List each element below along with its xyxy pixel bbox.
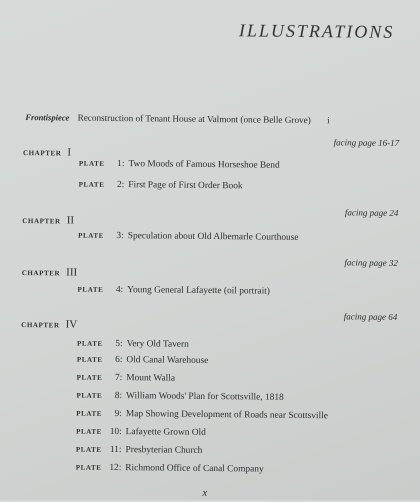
chapter-label: CHAPTER <box>22 149 62 158</box>
frontispiece-entry <box>25 112 329 125</box>
plate-title: Map Showing Development of Roads near Scottsville <box>125 409 328 422</box>
plate-number: 1 <box>117 159 122 170</box>
plate-label: PLATE <box>76 391 103 400</box>
plate-label: PLATE <box>76 339 103 348</box>
plate-label: PLATE <box>76 409 103 418</box>
plate-number: 7 <box>114 373 120 384</box>
chapter-numeral: IV <box>65 318 78 331</box>
plate-label: PLATE <box>76 427 102 436</box>
plate-label: PLATE <box>78 159 105 168</box>
plate-entry: PLATE 7: Mount Walla <box>76 373 176 384</box>
chapter-4-heading <box>21 318 77 331</box>
plate-title: William Woods' Plan for Scottsville, 1818 <box>126 391 284 403</box>
plate-entry: PLATE 4: Young General Lafayette (oil portrait) <box>77 285 270 297</box>
plate-entry: PLATE 3: Speculation about Old Albemarle Courthouse <box>78 231 299 243</box>
chapter-label: CHAPTER <box>21 269 61 278</box>
chapter-label: CHAPTER <box>21 321 60 330</box>
plate-number: 12 <box>109 462 119 474</box>
plate-number: 2 <box>116 180 122 191</box>
plate-label: PLATE <box>78 180 105 189</box>
plate-entry: PLATE 6: Old Canal Warehouse <box>76 355 209 366</box>
chapter-1-facing-page: facing page 16-17 <box>333 137 400 148</box>
plate-label: PLATE <box>76 355 103 364</box>
chapter-label: CHAPTER <box>22 217 61 226</box>
plate-label: PLATE <box>76 373 103 382</box>
plate-title: Speculation about Old Albemarle Courthouse <box>127 231 299 243</box>
plate-entry: PLATE 2: First Page of First Order Book <box>78 180 243 192</box>
plate-number: 6 <box>115 355 120 366</box>
plate-number: 9 <box>114 409 120 420</box>
chapter-2-heading <box>22 214 74 227</box>
plate-title: Presbyterian Church <box>125 445 203 456</box>
frontispiece-text: Reconstruction of Tenant House at Valmont (once Belle Grove) <box>77 112 311 126</box>
plate-number: 11 <box>109 444 119 456</box>
plate-entry: PLATE 10: Lafayette Grown Old <box>76 426 206 438</box>
plate-number: 5 <box>115 339 121 350</box>
plate-title: Richmond Office of Canal Company <box>125 463 264 475</box>
plate-number: 3 <box>116 231 122 242</box>
plate-title: Very Old Tavern <box>126 339 189 350</box>
plate-label: PLATE <box>78 231 105 240</box>
frontispiece-label: Frontispiece <box>25 112 70 123</box>
chapter-1-heading <box>23 146 71 159</box>
plate-label: PLATE <box>77 285 104 294</box>
plate-entry: PLATE 1: Two Moods of Famous Horseshoe Bend <box>78 159 280 171</box>
plate-title: Lafayette Grown Old <box>125 427 206 438</box>
page-title: ILLUSTRATIONS <box>238 20 395 42</box>
chapter-numeral: I <box>67 146 72 159</box>
plate-number: 8 <box>114 391 120 402</box>
chapter-4-facing-page: facing page 64 <box>343 311 398 322</box>
plate-number: 10 <box>109 426 120 438</box>
page-folio: x <box>202 486 208 499</box>
chapter-numeral: II <box>66 214 75 227</box>
plate-entry: PLATE 8: William Woods' Plan for Scottsville, 1818 <box>76 391 284 403</box>
chapter-2-facing-page: facing page 24 <box>344 207 399 218</box>
plate-title: First Page of First Order Book <box>128 180 243 192</box>
chapter-3-heading <box>22 266 78 279</box>
frontispiece-page: i <box>327 115 330 126</box>
plate-title: Two Moods of Famous Horseshoe Bend <box>128 159 280 171</box>
plate-title: Old Canal Warehouse <box>126 355 209 366</box>
plate-title: Young General Lafayette (oil portrait) <box>127 285 270 297</box>
plate-entry: PLATE 12: Richmond Office of Canal Company <box>75 462 264 475</box>
plate-title: Mount Walla <box>126 373 176 384</box>
plate-entry: PLATE 11: Presbyterian Church <box>75 444 203 456</box>
chapter-numeral: III <box>66 266 78 279</box>
plate-number: 4 <box>115 285 121 296</box>
plate-label: PLATE <box>75 445 102 454</box>
chapter-3-facing-page: facing page 32 <box>344 257 398 268</box>
plate-entry: PLATE 9: Map Showing Development of Roads near Scottsville <box>76 409 328 422</box>
plate-entry: PLATE 5: Very Old Tavern <box>76 339 189 350</box>
plate-label: PLATE <box>75 463 102 472</box>
